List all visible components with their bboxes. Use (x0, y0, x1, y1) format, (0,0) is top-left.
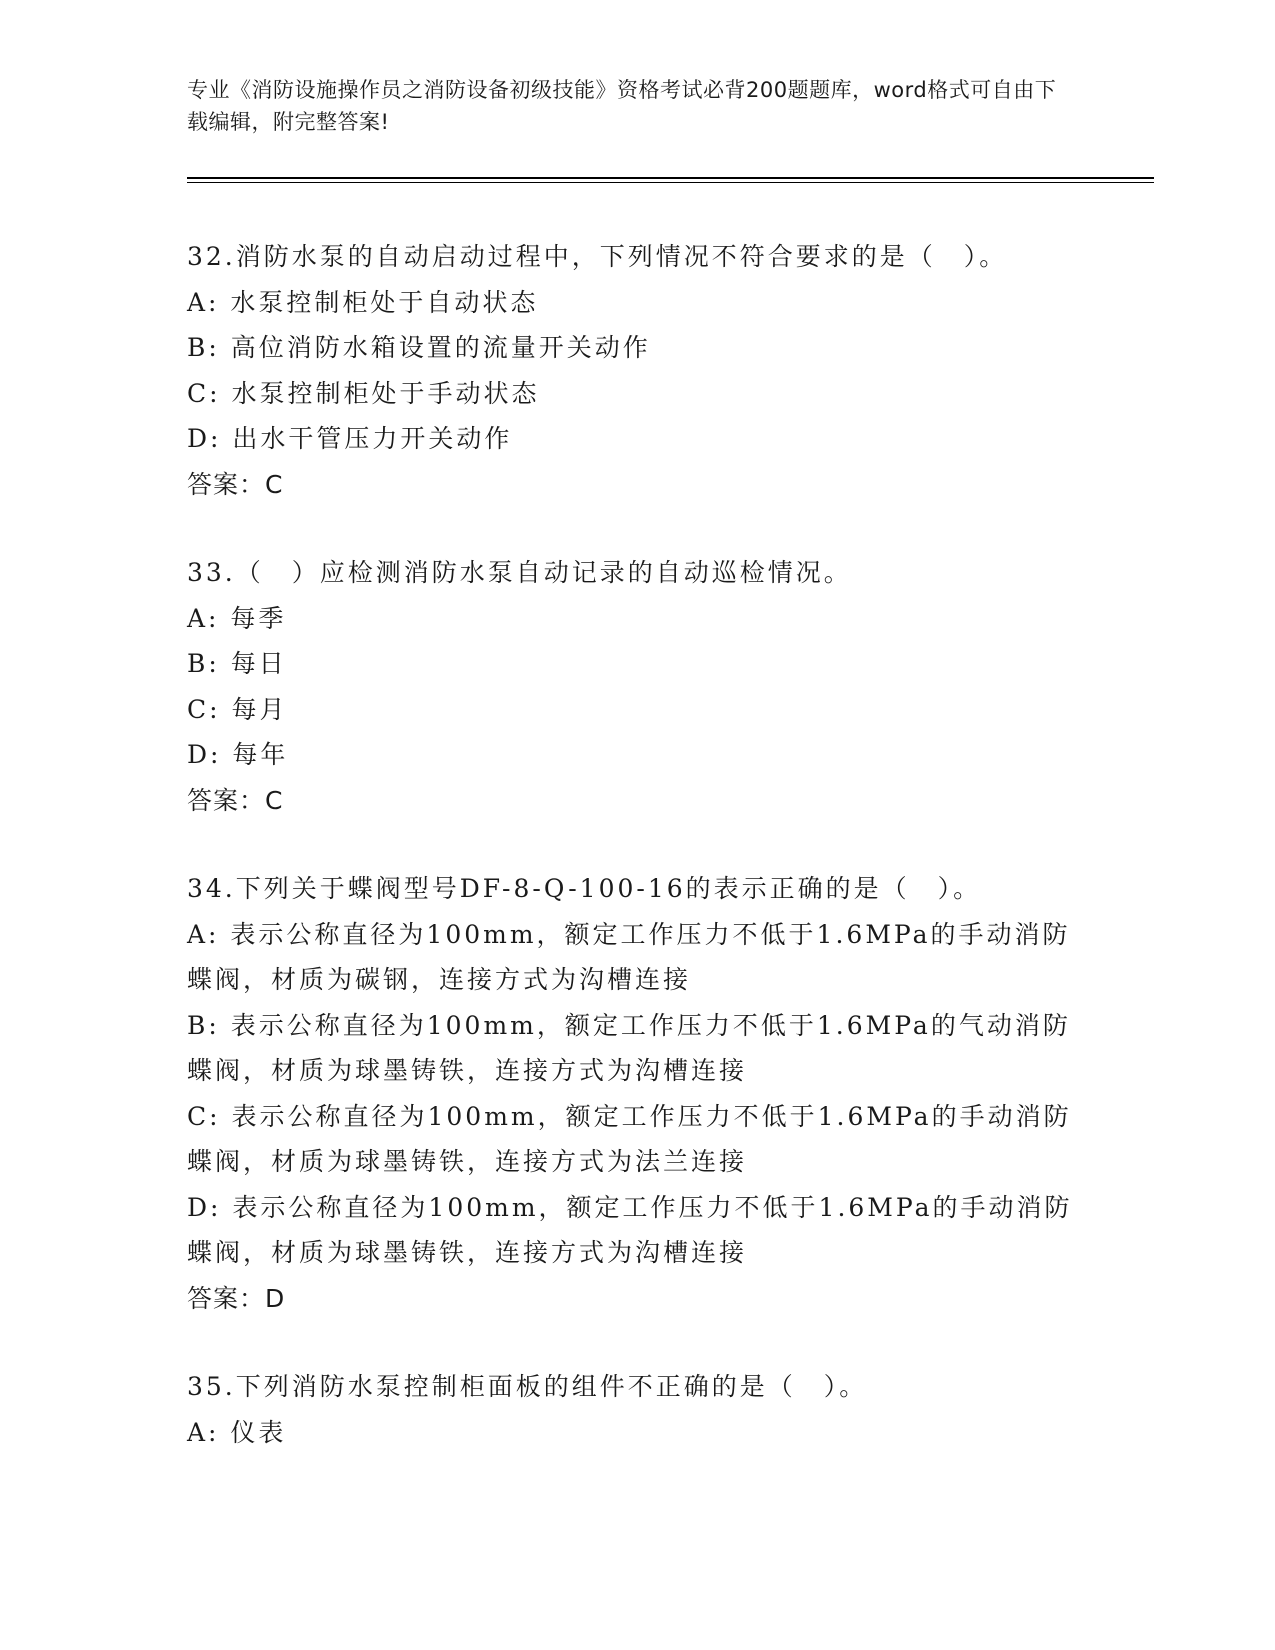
question-33 (187, 550, 1087, 823)
option-d: D: 出水干管压力开关动作 (187, 424, 513, 453)
option-c: C: 表示公称直径为100mm，额定工作压力不低于1.6MPa的手动消防蝶阀，材质为球墨铸铁，连接方式为法兰连接 (187, 1101, 1072, 1176)
question-stem: 35.下列消防水泵控制柜面板的组件不正确的是（ ）。 (187, 1372, 868, 1401)
answer-line: 答案：C (187, 469, 284, 499)
question-stem: 33.（ ）应检测消防水泵自动记录的自动巡检情况。 (187, 558, 852, 587)
option-a: A: 仪表 (187, 1417, 287, 1447)
option-a: A: 每季 (187, 603, 287, 633)
answer-line: 答案：D (187, 1283, 286, 1313)
option-d: D: 表示公称直径为100mm，额定工作压力不低于1.6MPa的手动消防蝶阀，材质为球墨铸铁，连接方式为沟槽连接 (187, 1192, 1073, 1267)
option-b: B: 表示公称直径为100mm，额定工作压力不低于1.6MPa的气动消防蝶阀，材质为球墨铸铁，连接方式为沟槽连接 (187, 1010, 1071, 1085)
option-b: B: 高位消防水箱设置的流量开关动作 (187, 333, 651, 362)
option-c: C: 每月 (187, 694, 288, 724)
option-c: C: 水泵控制柜处于手动状态 (187, 378, 540, 408)
question-35 (187, 1364, 1087, 1455)
question-stem: 32.消防水泵的自动启动过程中，下列情况不符合要求的是（ ）。 (187, 242, 1008, 271)
answer-line: 答案：C (187, 785, 284, 815)
header-divider-thin (187, 182, 1154, 183)
option-b: B: 每日 (187, 649, 287, 678)
option-a: A: 水泵控制柜处于自动状态 (187, 287, 539, 317)
document-header: 专业《消防设施操作员之消防设备初级技能》资格考试必背200题题库，word格式可自由下载编辑，附完整答案! (187, 78, 1057, 134)
question-list (187, 234, 1087, 1498)
header-divider-thick (187, 177, 1154, 179)
option-d: D: 每年 (187, 740, 289, 769)
question-34 (187, 866, 1087, 1321)
option-a: A: 表示公称直径为100mm，额定工作压力不低于1.6MPa的手动消防蝶阀，材质为碳钢，连接方式为沟槽连接 (187, 919, 1071, 994)
question-stem: 34.下列关于蝶阀型号DF-8-Q-100-16的表示正确的是（ ）。 (187, 874, 982, 903)
question-32 (187, 234, 1087, 507)
